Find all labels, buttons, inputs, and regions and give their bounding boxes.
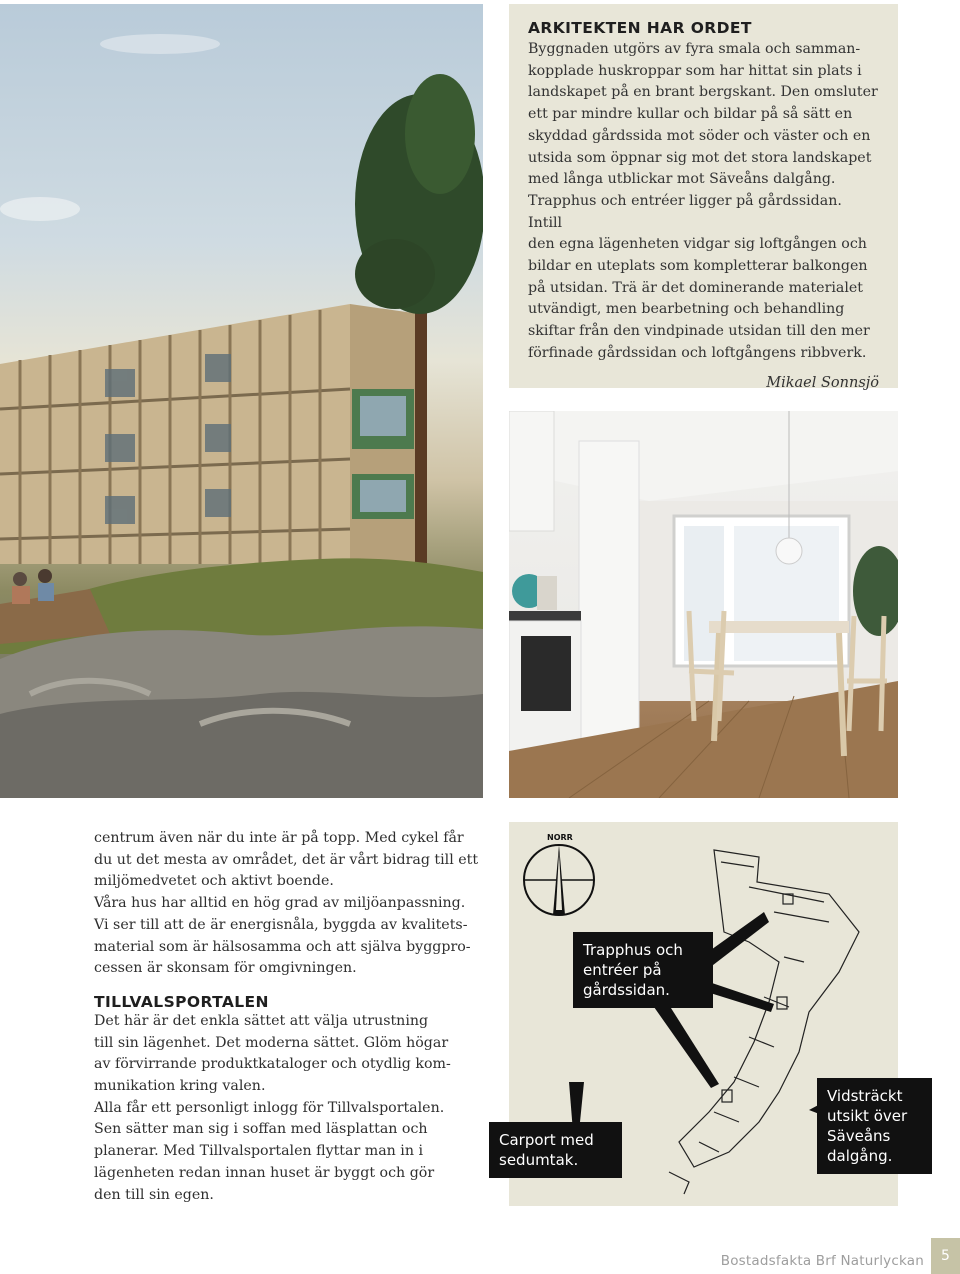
architect-line: Byggnaden utgörs av fyra smala och samman- (528, 41, 861, 57)
body-line: planerar. Med Tillvalsportalen flyttar man in i (94, 1143, 424, 1160)
architect-line: förfinade gårdssidan och loftgångens ribbverk. (528, 344, 867, 361)
architect-line: utvändigt, men bearbetning och behandling (528, 301, 845, 318)
architect-line: Trapphus och entréer ligger på gårdssidan. Intill (528, 192, 842, 231)
site-plan-map (499, 822, 908, 1206)
footer-title: Bostadsfakta Brf Naturlyckan (720, 1253, 924, 1269)
architect-line: kopplade huskroppar som har hittat sin plats i (528, 62, 862, 79)
body-line: Sen sätter man sig i soffan med läsplattan och (94, 1121, 428, 1138)
architect-quote-box (509, 4, 898, 391)
north-label: NORR (547, 833, 573, 842)
tillvalsportalen-heading: TILLVALSPORTALEN (94, 992, 269, 1011)
body-line: av förvirrande produktkataloger och otydlig kom- (94, 1056, 451, 1073)
architect-line: med långa utblickar mot Säveåns dalgång. (528, 171, 836, 188)
architect-text (528, 39, 879, 365)
architect-signature: Mikael Sonnsjö (766, 374, 879, 391)
building-exterior-photo (0, 4, 483, 798)
architect-line: den egna lägenheten vidgar sig loftgången och (528, 236, 867, 253)
callout-view (817, 1078, 932, 1174)
callout-line: entréer på (583, 961, 662, 979)
callout-line: utsikt över (827, 1107, 908, 1125)
kitchen-interior-photo (509, 411, 898, 798)
callout-line: Trapphus och (583, 941, 683, 959)
callout-line: Carport med (499, 1131, 594, 1149)
kitchen-illustration (509, 411, 898, 798)
architect-line: skyddad gårdssida mot söder och väster och en (528, 127, 871, 144)
body-line: miljömedvetet och aktivt boende. (94, 873, 334, 890)
body-line: Det här är det enkla sättet att välja utrustning (94, 1012, 429, 1029)
callout-carport (489, 1122, 622, 1178)
page-number: 5 (931, 1238, 960, 1274)
architect-line: ett par mindre kullar och bildar på så sätt en (528, 106, 853, 123)
body-line: centrum även när du inte är på topp. Med cykel får (94, 830, 464, 846)
callout-line: Säveåns (827, 1127, 891, 1145)
body-line: Alla får ett personligt inlogg för Tillvalsportalen. (94, 1099, 445, 1116)
body-line: lägenheten redan innan huset är byggt och gör (94, 1164, 435, 1181)
architect-line: skiftar från den vindpinade utsidan till den mer (528, 323, 870, 340)
body-line: du ut det mesta av området, det är vårt bidrag till ett (94, 851, 479, 868)
body-text-column (94, 828, 494, 1206)
architect-line: utsida som öppnar sig mot det stora landskapet (528, 149, 872, 166)
north-arrow-icon (524, 845, 594, 915)
architect-line: bildar en uteplats som kompletterar balkongen (528, 258, 868, 275)
callout-line: Vidsträckt (827, 1087, 903, 1105)
body-line: den till sin egen. (94, 1186, 214, 1203)
body-line: cessen är skonsam för omgivningen. (94, 960, 357, 977)
callout-line: dalgång. (827, 1147, 893, 1165)
body-line: till sin lägenhet. Det moderna sättet. Glöm högar (94, 1034, 449, 1051)
body-line: munikation kring valen. (94, 1078, 266, 1095)
architect-heading: ARKITEKTEN HAR ORDET (528, 19, 752, 37)
callout-line: gårdssidan. (583, 981, 670, 999)
callout-line: sedumtak. (499, 1151, 579, 1169)
building-illustration (0, 4, 483, 798)
architect-line: landskapet på en brant bergskant. Den omsluter (528, 84, 878, 101)
body-line: Våra hus har alltid en hög grad av miljöanpassning. (94, 895, 466, 912)
body-line: material som är hälsosamma och att själva byggpro- (94, 938, 471, 955)
body-line: Vi ser till att de är energisnåla, byggda av kvalitets- (94, 916, 468, 933)
callout-stairs (573, 932, 713, 1008)
architect-line: på utsidan. Trä är det dominerande materialet (528, 279, 863, 296)
